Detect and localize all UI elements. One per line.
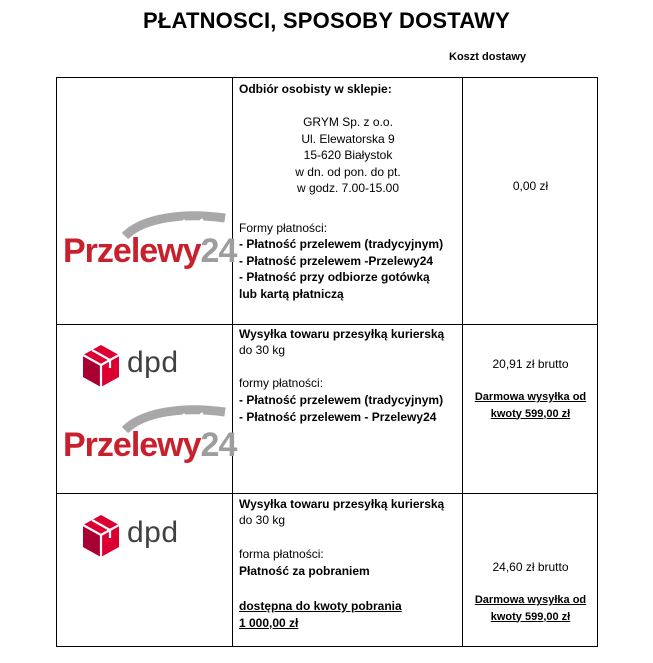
- row2-heading: Wysyłka towaru przesyłką kurierską: [239, 327, 445, 341]
- row2-payment-label: formy płatności:: [239, 376, 324, 390]
- row3-heading: Wysyłka towaru przesyłką kurierską: [239, 497, 445, 511]
- payment-item: - Płatność przelewem - Przelewy24: [239, 409, 437, 424]
- row2-free-shipping: [463, 389, 598, 422]
- row-divider: [57, 324, 597, 325]
- row3-weight: do 30 kg: [239, 513, 286, 527]
- row1-payment-list: [239, 236, 443, 302]
- row2-payment-list: [239, 392, 443, 425]
- cost-column-header: Koszt dostawy: [449, 51, 527, 63]
- przelewy24-logo-text: Przelewy: [63, 426, 201, 464]
- payment-item: - Płatność przelewem (tradycyjnym): [239, 237, 444, 251]
- limit-line: dostępna do kwoty pobrania: [239, 599, 402, 613]
- limit-line: 1 000,00 zł: [239, 615, 299, 630]
- row3-payment: Płatność za pobraniem: [239, 564, 370, 578]
- free-shipping-line: Darmowa wysyłka od: [474, 594, 587, 606]
- row3-limit: [239, 598, 402, 631]
- address-line: 15-620 Białystok: [303, 148, 393, 162]
- dpd-logo: [81, 344, 211, 390]
- free-shipping-line: kwoty 599,00 zł: [490, 407, 571, 420]
- payment-item: - Płatność przelewem (tradycyjnym): [239, 393, 444, 407]
- store-address: [233, 114, 463, 197]
- przelewy24-logo-text: Przelewy: [63, 232, 201, 270]
- row3-free-shipping: [463, 592, 598, 625]
- address-line: Ul. Elewatorska 9: [301, 131, 395, 146]
- dpd-logo-text: dpd: [127, 346, 179, 379]
- free-shipping-line: kwoty 599,00 zł: [490, 610, 571, 623]
- dpd-cube-icon: [81, 514, 121, 558]
- payment-item: lub kartą płatniczą: [239, 286, 344, 301]
- payment-item: - Płatność przelewem -Przelewy24: [239, 253, 434, 268]
- row3-cost: 24,60 zł brutto: [492, 560, 569, 574]
- shipping-table: [56, 77, 598, 647]
- przelewy24-logo-number: 24: [200, 426, 237, 464]
- dpd-cube-icon: [81, 344, 121, 388]
- dpd-logo: [81, 514, 211, 560]
- address-line: GRYM Sp. z o.o.: [303, 115, 393, 129]
- row-divider: [57, 493, 597, 494]
- payment-item: - Płatność przy odbiorze gotówką: [239, 270, 430, 284]
- row1-heading: Odbiór osobisty w sklepie:: [239, 82, 392, 96]
- free-shipping-line: Darmowa wysyłka od: [474, 391, 587, 403]
- dpd-logo-text: dpd: [127, 516, 179, 549]
- page-title: PŁATNOSCI, SPOSOBY DOSTAWY: [142, 8, 511, 33]
- row2-weight: do 30 kg: [239, 343, 286, 357]
- address-line: w godz. 7.00-15.00: [296, 181, 400, 195]
- przelewy24-logo: [63, 404, 237, 468]
- row1-cost: 0,00 zł: [512, 179, 549, 193]
- address-line: w dn. od pon. do pt.: [295, 164, 401, 179]
- przelewy24-logo: [63, 210, 237, 274]
- row2-cost: 20,91 zł brutto: [492, 357, 569, 371]
- row1-payment-label: Formy płatności:: [239, 221, 328, 235]
- przelewy24-logo-number: 24: [200, 232, 237, 270]
- row3-payment-label: forma płatności:: [239, 547, 324, 561]
